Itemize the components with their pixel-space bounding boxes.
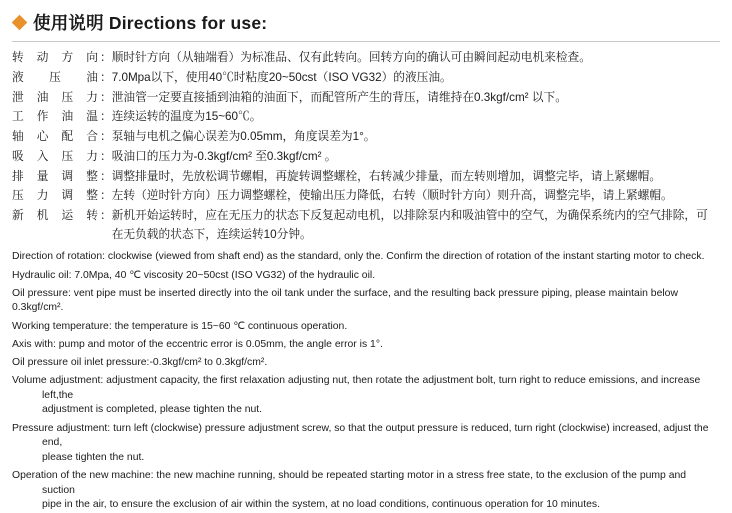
cn-text [112, 207, 720, 244]
en-line: Operation of the new machine: the new machine running, should be repeated starting motor in a stress free state, to the exclusion of the pump and suction [12, 469, 687, 496]
cn-colon: ： [100, 90, 112, 104]
header-divider [12, 41, 720, 42]
cn-label: 工作油温 [12, 110, 98, 124]
cn-colon: ： [100, 149, 112, 163]
page-header [14, 10, 720, 35]
cn-colon: ： [100, 189, 112, 203]
cn-text: 吸油口的压力为-0.3kgf/cm² 至0.3kgf/cm² 。 [111, 149, 337, 163]
en-line: Volume adjustment: adjustment capacity, the first relaxation adjusting nut, then rotate the adjustment bolt, turn right to reduce emissions, and increase left,the [12, 375, 701, 401]
cn-row [12, 187, 720, 206]
en-paragraph: Hydraulic oil: 7.0Mpa, 40 ℃ viscosity 20~50cst (ISO VG32) of the hydraulic oil. [12, 269, 376, 281]
en-paragraph: Axis with: pump and motor of the eccentric error is 0.05mm, the angle error is 1°. [12, 338, 383, 350]
en-paragraph: Oil pressure: vent pipe must be inserted directly into the oil tank under the surface, and the resulting back pressure piping, please maintain below 0.3kgf/cm². [12, 287, 678, 314]
cn-label: 轴心配合 [12, 130, 98, 144]
cn-label: 排量调整 [12, 169, 98, 183]
cn-label: 新机运转 [12, 209, 98, 223]
chinese-instructions [12, 49, 720, 244]
cn-row [12, 207, 720, 244]
cn-label: 压力调整 [12, 189, 98, 203]
en-line: Pressure adjustment: turn left (clockwise) pressure adjustment screw, so that the output pressure is reduced, turn right (clockwise) increased, adjust the end, [12, 422, 709, 449]
cn-colon: ： [100, 110, 112, 124]
en-line: adjustment is completed, please tighten the nut. [42, 404, 263, 416]
cn-text-line: 新机开始运转时，应在无压力的状态下反复起动电机，以排除泵内和吸油管中的空气，为确保系统内的空气排除，可 [111, 209, 708, 223]
cn-row [12, 168, 720, 187]
en-paragraph: Direction of rotation: clockwise (viewed from shaft end) as the standard, only the. Confirm the direction of rotation of the instant starting motor to check. [12, 251, 705, 263]
cn-row [12, 49, 720, 68]
cn-text: 连续运转的温度为15~60℃。 [111, 110, 262, 124]
cn-row [12, 128, 720, 147]
cn-text: 泄油管一定要直接插到油箱的油面下，而配管所产生的背压，请维持在0.3kgf/cm² 以下。 [111, 90, 567, 104]
en-line: pipe in the air, to ensure the exclusion of air within the system, at no load conditions, continuous operation for 10 minutes. [42, 499, 600, 511]
cn-row [12, 108, 720, 127]
english-instructions [12, 250, 720, 512]
cn-label: 吸入压力 [12, 149, 98, 163]
cn-row [12, 89, 720, 108]
cn-text: 7.0Mpa以下，使用40℃时粘度20~50cst（ISO VG32）的液压油。 [111, 70, 452, 84]
en-paragraph [12, 422, 720, 466]
diamond-bullet-icon [12, 15, 28, 31]
cn-colon: ： [100, 51, 112, 64]
cn-row [12, 69, 720, 88]
cn-colon: ： [100, 70, 112, 84]
cn-text: 调整排量时，先放松调节螺帽，再旋转调整螺栓，右转减少排量，而左转则增加，调整完毕，请上紧螺帽。 [111, 169, 662, 183]
page-title: 使用说明 Directions for use: [33, 13, 268, 33]
cn-text: 顺时针方向（从轴端看）为标准品、仅有此转向。回转方向的确认可由瞬间起动电机来检查。 [111, 51, 591, 64]
cn-text: 泵轴与电机之偏心误差为0.05mm，角度误差为1°。 [111, 130, 376, 144]
en-paragraph [12, 469, 720, 513]
cn-colon: ： [100, 209, 112, 223]
cn-text: 左转（逆时针方向）压力调整螺栓，使输出压力降低，右转（顺时针方向）则升高，调整完毕，请上紧螺帽。 [111, 189, 673, 203]
cn-label: 液压油 [12, 70, 98, 84]
cn-label: 转动方向 [12, 51, 98, 64]
en-line: please tighten the nut. [42, 451, 145, 463]
en-paragraph: Working temperature: the temperature is 15~60 ℃ continuous operation. [12, 320, 348, 332]
cn-text-line: 在无负载的状态下，连续运转10分钟。 [111, 227, 312, 241]
cn-row [12, 148, 720, 167]
cn-colon: ： [100, 130, 112, 144]
cn-label: 泄油压力 [12, 90, 98, 104]
en-paragraph [12, 374, 720, 418]
en-paragraph: Oil pressure oil inlet pressure:-0.3kgf/cm² to 0.3kgf/cm². [12, 356, 268, 368]
cn-colon: ： [100, 169, 112, 183]
